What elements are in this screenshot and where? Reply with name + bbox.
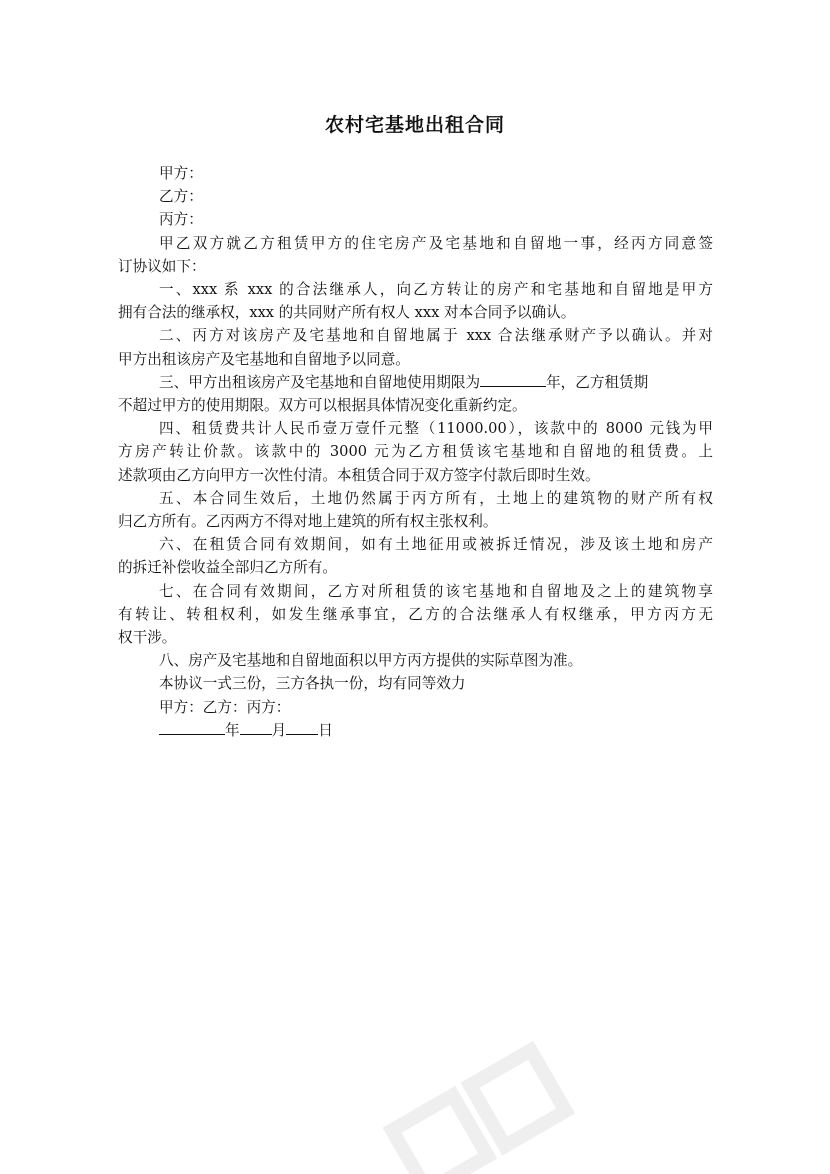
month-label: 月 — [271, 721, 287, 739]
document-line — [118, 626, 713, 649]
line-text: 方房产转让价款。该款中的 3000 元为乙方租赁该宅基地和自留地的租赁费。上 — [118, 443, 713, 461]
document-line — [118, 440, 713, 463]
line-text: 一、xxx 系 xxx 的合法继承人，向乙方转让的房产和宅基地和自留地是甲方 — [159, 281, 713, 299]
document-line — [118, 533, 713, 556]
document-line — [118, 371, 713, 394]
line-text: 本协议一式三份，三方各执一份，均有同等效力 — [159, 675, 466, 693]
document-line — [118, 301, 713, 324]
line-text: 订协议如下： — [118, 257, 206, 275]
document-line — [118, 696, 713, 719]
document-line — [118, 185, 713, 208]
document-line — [118, 162, 713, 185]
line-text: 六、在租赁合同有效期间，如有土地征用或被拆迁情况，涉及该土地和房产 — [159, 536, 713, 554]
day-blank — [286, 720, 318, 735]
document-line — [118, 603, 713, 626]
document-line — [118, 208, 713, 231]
document-body — [118, 162, 713, 719]
document-line — [118, 580, 713, 603]
document-line — [118, 464, 713, 487]
document-line — [118, 324, 713, 347]
line-text: 八、房产及宅基地和自留地面积以甲方丙方提供的实际草图为准。 — [159, 652, 583, 670]
watermark-logo — [360, 1040, 620, 1174]
line-text: 三、甲方出租该房产及宅基地和自留地使用期限为 — [159, 373, 481, 391]
document-line — [118, 394, 713, 417]
line-text: 的拆迁补偿收益全部归乙方所有。 — [118, 559, 337, 577]
month-blank — [240, 720, 272, 735]
line-text: 有转让、转租权利，如发生继承事宜，乙方的合法继承人有权继承，甲方丙方无 — [118, 605, 713, 623]
document-line — [118, 487, 713, 510]
line-text: 甲方：乙方：丙方： — [159, 698, 291, 716]
document-line — [118, 417, 713, 440]
line-text: 五、本合同生效后，土地仍然属于丙方所有，土地上的建筑物的财产所有权 — [159, 489, 713, 507]
document-line — [118, 348, 713, 371]
line-text: 甲方出租该房产及宅基地和自留地予以同意。 — [118, 350, 410, 368]
year-blank — [159, 720, 225, 735]
line-text: 七、在合同有效期间，乙方对所租赁的该宅基地和自留地及之上的建筑物享 — [159, 582, 713, 600]
line-text: 拥有合法的继承权，xxx 的共同财产所有权人 xxx 对本合同予以确认。 — [118, 304, 576, 322]
document-line — [118, 672, 713, 695]
document-line — [118, 510, 713, 533]
line-text: 权干涉。 — [118, 629, 177, 647]
document-line — [118, 278, 713, 301]
line-text: 甲乙双方就乙方租赁甲方的住宅房产及宅基地和自留地一事，经丙方同意签 — [159, 234, 713, 252]
signature-date-line — [118, 719, 333, 742]
day-label: 日 — [318, 721, 333, 739]
document-line — [118, 255, 713, 278]
line-text: 二、丙方对该房产及宅基地和自留地属于 xxx 合法继承财产予以确认。并对 — [159, 327, 713, 345]
line-text: 述款项由乙方向甲方一次性付清。本租赁合同于双方签字付款后即时生效。 — [118, 466, 600, 484]
line-text: 甲方： — [159, 165, 203, 182]
document-line — [118, 649, 713, 672]
fill-in-blank — [480, 372, 546, 387]
document-title: 农村宅基地出租合同 — [324, 114, 505, 136]
line-text: 归乙方所有。乙丙两方不得对地上建筑的所有权主张权利。 — [118, 513, 498, 531]
line-text: 乙方： — [159, 188, 203, 206]
line-text: 不超过甲方的使用期限。双方可以根据具体情况变化重新约定。 — [118, 397, 527, 415]
document-line — [118, 232, 713, 255]
line-text: 丙方： — [159, 211, 203, 229]
year-label: 年 — [225, 721, 240, 739]
document-line — [118, 556, 713, 579]
line-text: 四、租赁费共计人民币壹万壹仟元整（11000.00），该款中的 8000 元钱为甲 — [159, 420, 713, 438]
line-text-after-blank: 年，乙方租赁期 — [546, 373, 649, 391]
